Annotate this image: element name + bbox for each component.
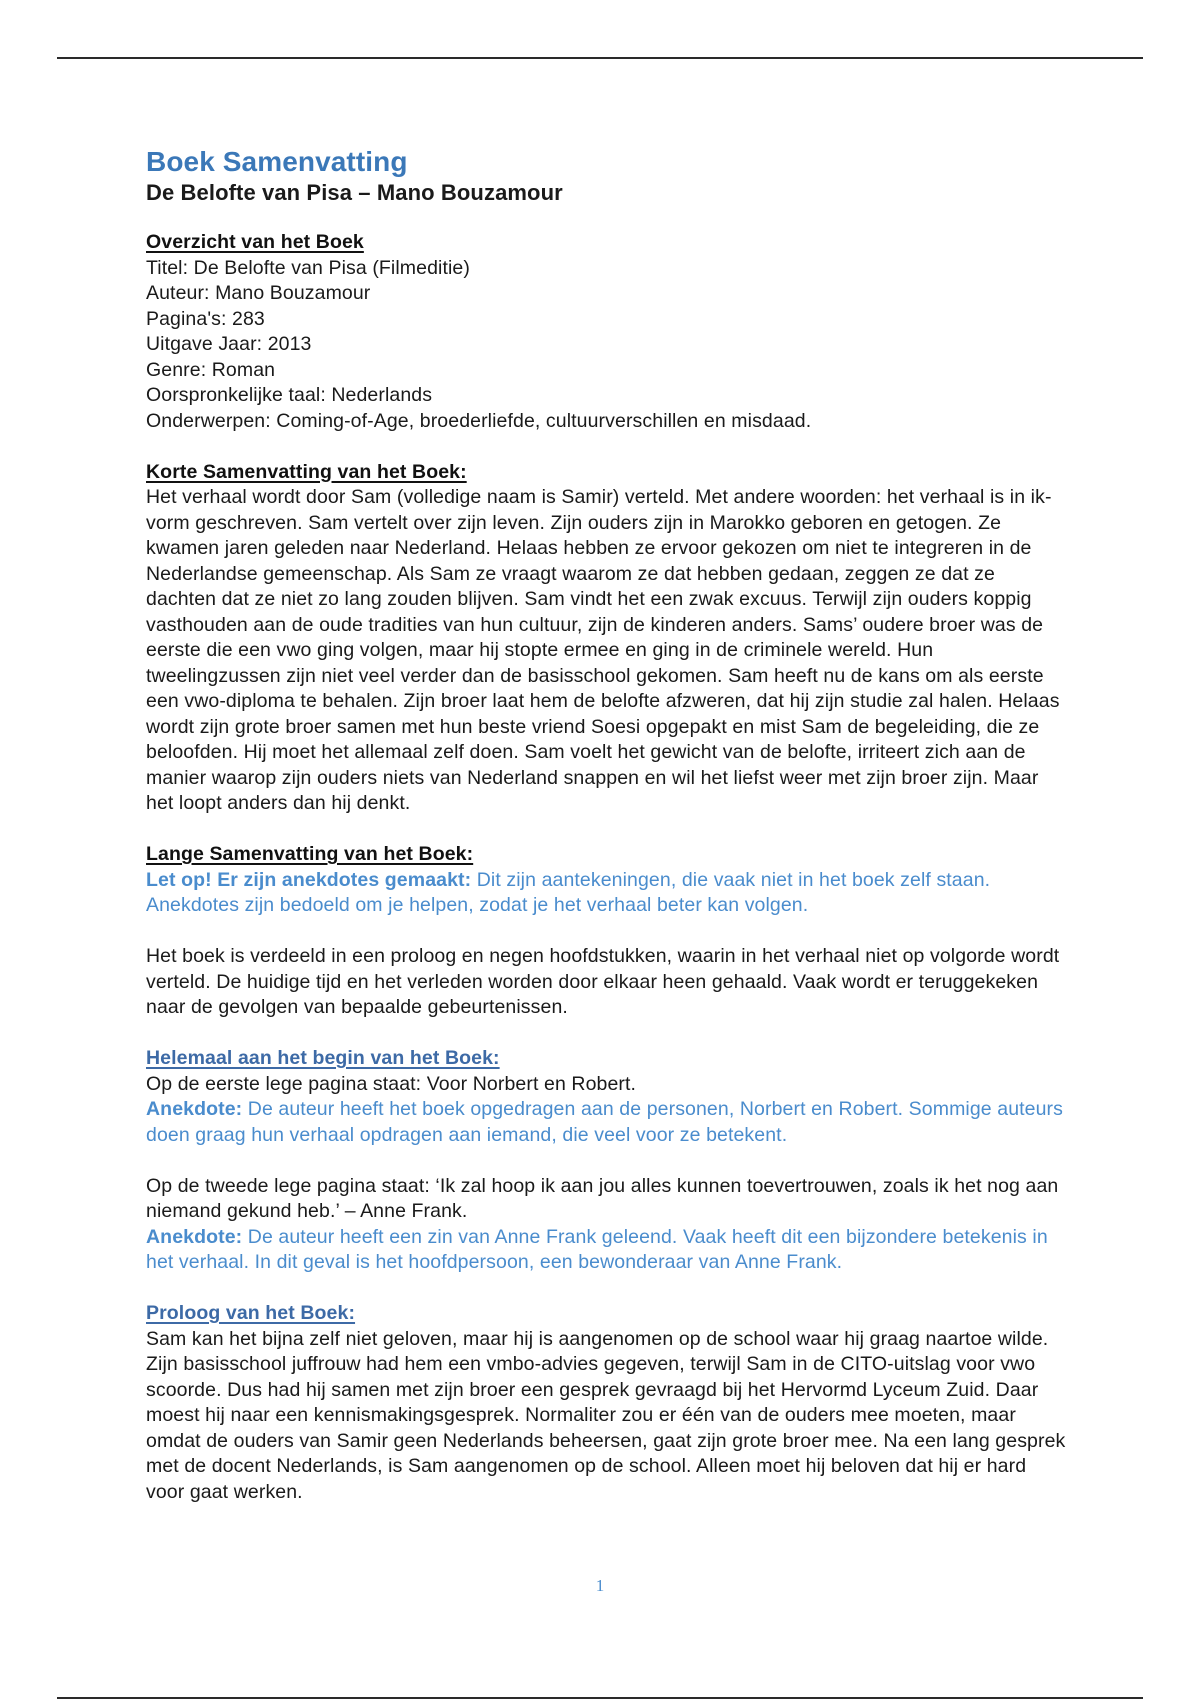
page-subtitle: De Belofte van Pisa – Mano Bouzamour	[146, 180, 563, 205]
anekdote-note	[146, 868, 1066, 919]
top-rule	[57, 57, 1143, 59]
anekdote-1-label: Anekdote:	[146, 1098, 243, 1120]
page-title: Boek Samenvatting	[146, 146, 408, 177]
begin-section	[146, 1046, 1066, 1276]
short-summary-section	[146, 460, 1066, 817]
anekdote-2-label: Anekdote:	[146, 1225, 243, 1248]
begin-line-2: Op de tweede lege pagina staat: ‘Ik zal hoop ik aan jou alles kunnen toevertrouwen, zoals ik het nog aan niemand gekund heb.’ – Anne Frank.	[146, 1174, 1059, 1222]
overview-line-genre: Genre: Roman	[146, 358, 276, 381]
begin-heading: Helemaal aan het begin van het Boek:	[146, 1047, 500, 1069]
prologue-heading: Proloog van het Boek:	[146, 1302, 356, 1324]
overview-line-year: Uitgave Jaar: 2013	[146, 333, 312, 355]
anekdote-note-label: Let op! Er zijn anekdotes gemaakt:	[146, 868, 472, 891]
anekdote-2	[146, 1225, 1066, 1276]
prologue-section	[146, 1301, 1066, 1505]
long-summary-heading: Lange Samenvatting van het Boek:	[146, 843, 474, 865]
overview-heading: Overzicht van het Boek	[146, 231, 364, 253]
overview-section	[146, 230, 1066, 434]
page-number: 1	[595, 1576, 605, 1595]
anekdote-1	[146, 1097, 1066, 1148]
document-body	[146, 145, 1066, 1505]
overview-line-title: Titel: De Belofte van Pisa (Filmeditie)	[146, 256, 470, 279]
anekdote-1-text: De auteur heeft het boek opgedragen aan de personen, Norbert en Robert. Sommige auteurs doen graag hun verhaal opdragen aan iemand, die veel voor ze betekent.	[146, 1098, 1063, 1146]
overview-line-author: Auteur: Mano Bouzamour	[146, 282, 371, 304]
overview-line-language: Oorspronkelijke taal: Nederlands	[146, 384, 433, 406]
short-summary-heading: Korte Samenvatting van het Boek:	[146, 460, 467, 483]
begin-line-1: Op de eerste lege pagina staat: Voor Norbert en Robert.	[146, 1072, 637, 1095]
short-summary-text: Het verhaal wordt door Sam (volledige naam is Samir) verteld. Met andere woorden: het verhaal is in ik-vorm geschreven. Sam vertelt over zijn leven. Zijn ouders zijn in Marokko geboren en getogen. Ze kwamen jaren geleden naar Nederland. Helaas hebben ze ervoor gekozen om niet te integreren in de Nederlandse gemeenschap. Als Sam ze vraagt waarom ze dat hebben gedaan, zeggen ze dat ze dachten dat ze niet zo lang zouden blijven. Sam vindt het een zwak excuus. Terwijl zijn ouders koppig vasthouden aan de oude tradities van hun cultuur, zijn de kinderen anders. Sams’ oudere broer was de eerste die een vwo ging volgen, maar hij stopte ermee en ging in de criminele wereld. Hun tweelingzussen zijn niet veel verder dan de basisschool gekomen. Sam heeft nu de kans om als eerste een vwo-diploma te behalen. Zijn broer laat hem de belofte afzweren, dat hij zijn studie zal halen. Helaas wordt zijn grote broer samen met hun beste vriend Soesi opgepakt en mist Sam de begeleiding, die ze beloofden. Hij moet het allemaal zelf doen. Sam voelt het gewicht van de belofte, irriteert zich aan de manier waarop zijn ouders niets van Nederland snappen en wil het liefst weer met zijn broer zijn. Maar het loopt anders dan hij denkt.	[146, 486, 1060, 814]
overview-line-pages: Pagina's: 283	[146, 307, 265, 330]
overview-line-topics: Onderwerpen: Coming-of-Age, broederliefde, cultuurverschillen en misdaad.	[146, 409, 812, 432]
bottom-rule	[57, 1697, 1143, 1699]
long-summary-section	[146, 842, 1066, 1021]
anekdote-2-text: De auteur heeft een zin van Anne Frank geleend. Vaak heeft dit een bijzondere betekenis in het verhaal. In dit geval is het hoofdpersoon, een bewonderaar van Anne Frank.	[146, 1225, 1048, 1273]
anekdote-note-text: Dit zijn aantekeningen, die vaak niet in het boek zelf staan. Anekdotes zijn bedoeld om je helpen, zodat je het verhaal beter kan volgen.	[146, 868, 991, 916]
prologue-text: Sam kan het bijna zelf niet geloven, maar hij is aangenomen op de school waar hij graag naartoe wilde. Zijn basisschool juffrouw had hem een vmbo-advies gegeven, terwijl Sam in de CITO-uitslag voor vwo scoorde. Dus had hij samen met zijn broer een gesprek gevraagd bij het Hervormd Lyceum Zuid. Daar moest hij naar een kennismakingsgesprek. Normaliter zou er één van de ouders mee moeten, maar omdat de ouders van Samir geen Nederlands beheersen, gaat zijn grote broer mee. Na een lang gesprek met de docent Nederlands, is Sam aangenomen op de school. Alleen moet hij beloven dat hij er hard voor gaat werken.	[146, 1327, 1066, 1503]
long-summary-intro: Het boek is verdeeld in een proloog en negen hoofdstukken, waarin in het verhaal niet op volgorde wordt verteld. De huidige tijd en het verleden worden door elkaar heen gehaald. Vaak wordt er teruggekeken naar de gevolgen van bepaalde gebeurtenissen.	[146, 945, 1060, 1018]
